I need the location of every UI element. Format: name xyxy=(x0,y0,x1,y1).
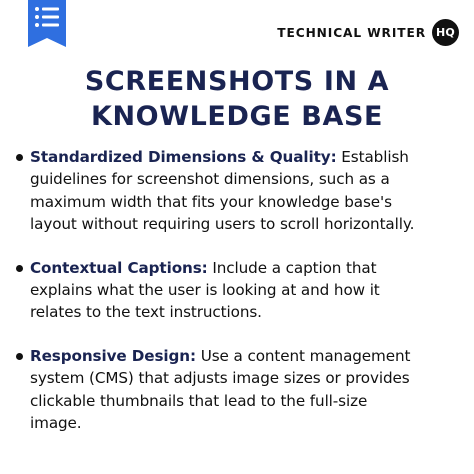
bullet-text: image. xyxy=(30,414,82,433)
bullet-dot xyxy=(16,265,23,272)
bullet-text: system (CMS) that adjusts image sizes or provides xyxy=(30,369,410,388)
page-title xyxy=(0,64,474,134)
bullet-dot xyxy=(16,154,23,161)
bullet-text: Establish xyxy=(336,148,409,166)
brand-name: TECHNICAL WRITER xyxy=(277,25,426,40)
brand-badge: HQ xyxy=(432,19,459,46)
bullet-text: maximum width that fits your knowledge base's xyxy=(30,192,392,211)
bullet-label: Standardized Dimensions & Quality: xyxy=(30,148,337,166)
bullet-text: Include a caption that xyxy=(207,258,377,277)
bullet-dot xyxy=(16,353,23,360)
brand-logo xyxy=(277,19,459,46)
bullet-label: Contextual Captions: xyxy=(30,258,208,277)
bullet-text: relates to the text instructions. xyxy=(30,303,262,322)
title-line-1: SCREENSHOTS IN A xyxy=(84,66,390,97)
bullet-item-responsive xyxy=(14,345,466,435)
title-line-2: KNOWLEDGE BASE xyxy=(90,101,384,132)
bullet-line xyxy=(30,345,466,367)
bullet-line xyxy=(30,257,466,279)
bullet-text: clickable thumbnails that lead to the full-size xyxy=(30,391,368,410)
bullet-text: explains what the user is looking at and how it xyxy=(30,281,380,300)
bullet-text: layout without requiring users to scroll horizontally. xyxy=(30,215,415,234)
bullet-text: guidelines for screenshot dimensions, such as a xyxy=(30,170,390,189)
bullet-item-dimensions xyxy=(14,146,466,236)
bullet-label: Responsive Design: xyxy=(30,346,196,365)
bullet-list xyxy=(14,146,466,434)
bullet-item-captions xyxy=(14,257,466,324)
bullet-text: Use a content management xyxy=(196,346,411,365)
list-bookmark-icon xyxy=(28,0,66,47)
bullet-line xyxy=(30,146,466,168)
